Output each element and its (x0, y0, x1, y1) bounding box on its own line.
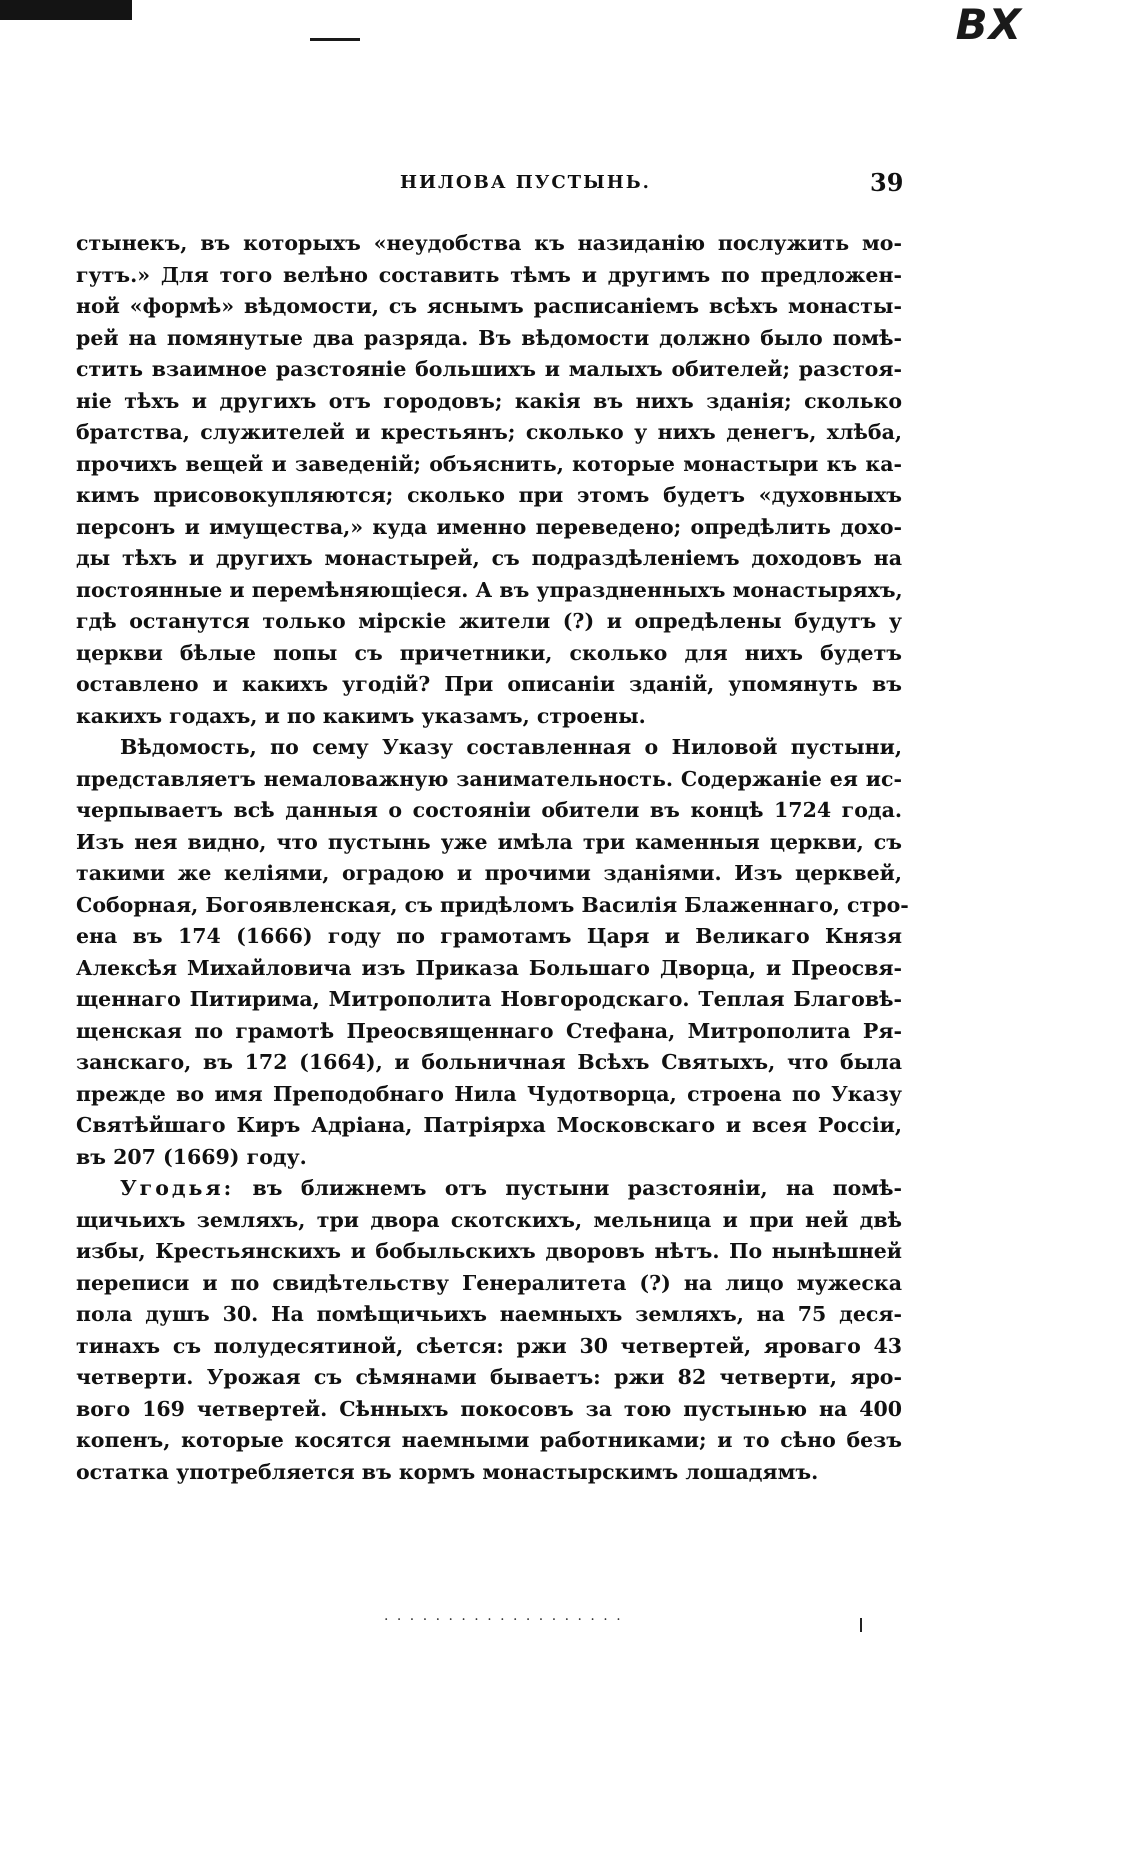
text-line: въ 207 (1669) году. (76, 1144, 307, 1169)
text-line (76, 1173, 902, 1205)
handwritten-mark: ВХ (955, 0, 1022, 49)
text-line: какихъ годахъ, и по какимъ указамъ, строены. (76, 703, 646, 728)
paragraph (76, 228, 902, 732)
text-line: прежде во имя Преподобнаго Нила Чудотворца, строена по Указу (76, 1081, 902, 1106)
text-line: щичьихъ земляхъ, три двора скотскихъ, мельница и при ней двѣ (76, 1207, 902, 1232)
text-line: персонъ и имущества,» куда именно переведено; опредѣлить дохо- (76, 514, 902, 539)
text-line: Святѣйшаго Киръ Адріана, Патріярха Московскаго и всея Россіи, (76, 1113, 902, 1137)
text-line: ніе тѣхъ и другихъ отъ городовъ; какія въ нихъ зданія; сколько (76, 388, 902, 413)
text-line: избы, Крестьянскихъ и бобыльскихъ дворовъ нѣтъ. По нынѣшней (76, 1239, 902, 1263)
running-title: НИЛОВА ПУСТЫНЬ. (400, 172, 651, 193)
text-line: братства, служителей и крестьянъ; сколько у нихъ денегъ, хлѣба, (76, 420, 902, 444)
text-line: ена въ 174 (1666) году по грамотамъ Царя и Великаго Князя (76, 924, 902, 948)
text-line: занскаго, въ 172 (1664), и больничная Всѣхъ Святыхъ, что была (76, 1050, 902, 1074)
text-line: прочихъ вещей и заведеній; объяснить, которые монастыри къ ка- (76, 451, 902, 476)
text-line: стынекъ, въ которыхъ «неудобства къ назиданію послужить мо- (76, 231, 902, 255)
page-number: 39 (870, 168, 904, 197)
text-line: вого 169 четвертей. Сѣнныхъ покосовъ за тою пустынью на 400 (76, 1396, 902, 1421)
text-line: четверти. Урожая съ сѣмянами бываетъ: ржи 82 четверти, яро- (76, 1365, 902, 1389)
section-divider: · · · · · · · · · · · · · · · · · · · (384, 1612, 623, 1628)
text-line: черпываетъ всѣ данныя о состояніи обители въ концѣ 1724 года. (76, 798, 902, 822)
text-line: переписи и по свидѣтельству Генералитета (?) на лицо мужеска (76, 1270, 902, 1295)
text-line: гутъ.» Для того велѣно составить тѣмъ и другимъ по предложен- (76, 262, 902, 287)
text-line: копенъ, которые косятся наемными работниками; и то сѣно безъ (76, 1428, 902, 1452)
text-line: рей на помянутые два разряда. Въ вѣдомости должно было помѣ- (76, 325, 902, 350)
text-line: Изъ нея видно, что пустынь уже имѣла три каменныя церкви, съ (76, 829, 902, 854)
text-line: кимъ присовокупляются; сколько при этомъ будетъ «духовныхъ (76, 483, 902, 507)
text-line: представляетъ немаловажную занимательность. Содержаніе ея ис- (76, 766, 902, 791)
text-line: оставлено и какихъ угодій? При описаніи зданій, упомянуть въ (76, 672, 902, 696)
text-line: церкви бѣлые попы съ причетники, сколько для нихъ будетъ (76, 640, 902, 665)
text-line: Алексѣя Михайловича изъ Приказа Большаго Дворца, и Преосвя- (76, 955, 902, 980)
text-line: Соборная, Богоявленская, съ придѣломъ Василія Блаженнаго, стро- (76, 892, 909, 917)
text-line: щеннаго Питирима, Митрополита Новгородскаго. Теплая Благовѣ- (76, 987, 902, 1011)
text-line: ды тѣхъ и другихъ монастырей, съ подраздѣленіемъ доходовъ на (76, 546, 902, 570)
body-text (76, 228, 909, 1488)
text-line: стить взаимное разстояніе большихъ и малыхъ обителей; разстоя- (76, 357, 902, 381)
text-line: такими же келіями, оградою и прочими зданіями. Изъ церквей, (76, 861, 902, 885)
text-line: тинахъ съ полудесятиной, сѣется: ржи 30 четвертей, яроваго 43 (76, 1333, 902, 1358)
paragraph (76, 732, 909, 1173)
text-fragment: въ ближнемъ отъ пустыни разстояніи, на помѣ- (252, 1176, 903, 1200)
paragraph (76, 1173, 902, 1488)
section-lead: Угодья: (120, 1176, 235, 1200)
scan-stray-mark (860, 1618, 862, 1632)
text-line: гдѣ останутся только мірскіе жители (?) и опредѣлены будутъ у (76, 609, 902, 633)
text-line: пола душъ 30. На помѣщичьихъ наемныхъ земляхъ, на 75 деся- (76, 1302, 902, 1326)
text-line: ной «формѣ» вѣдомости, съ яснымъ расписаніемъ всѣхъ монасты- (76, 294, 902, 318)
text-line: постоянные и перемѣняющіеся. А въ упраздненныхъ монастыряхъ, (76, 577, 903, 602)
text-line: Вѣдомость, по сему Указу составленная о Ниловой пустыни, (120, 735, 902, 759)
text-line: остатка употребляется въ кормъ монастырскимъ лошадямъ. (76, 1459, 819, 1484)
text-line: щенская по грамотѣ Преосвященнаго Стефана, Митрополита Ря- (76, 1018, 902, 1043)
scan-edge-mark (0, 0, 132, 20)
scan-dash-mark (310, 38, 360, 41)
